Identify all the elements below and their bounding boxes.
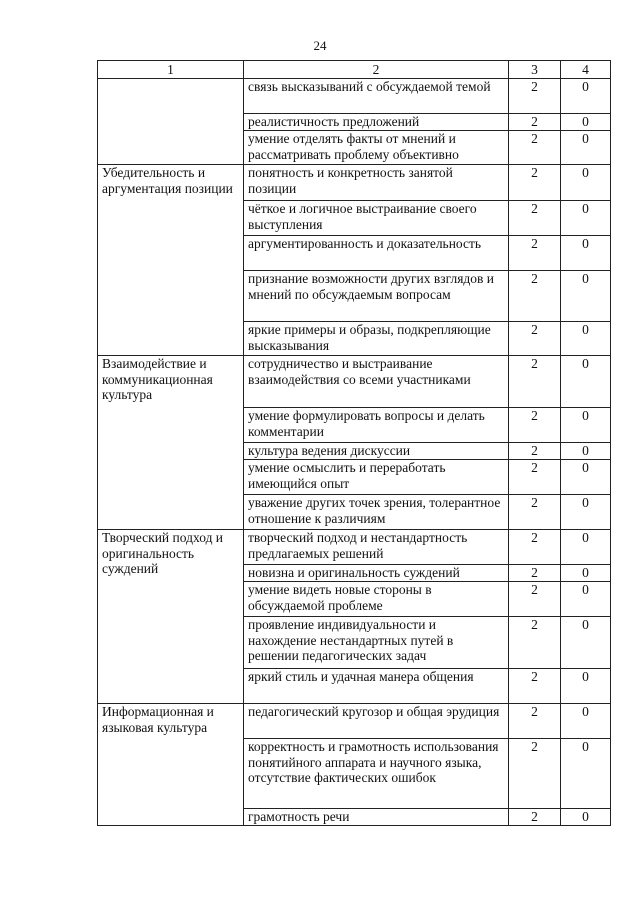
max-score-cell: 2 [509,356,561,408]
max-score-cell: 2 [509,79,561,114]
criterion-text: реалистичность предложений [244,114,509,131]
criteria-table [97,60,611,826]
criterion-text: грамотность речи [244,809,509,826]
max-score-cell: 2 [509,739,561,809]
criterion-text: чёткое и логичное выстраивание своего выступления [244,201,509,236]
max-score-cell: 2 [509,704,561,739]
max-score-cell: 2 [509,530,561,565]
criterion-text: умение видеть новые стороны в обсуждаемой проблеме [244,582,509,617]
criterion-text: сотрудничество и выстраивание взаимодействия со всеми участниками [244,356,509,408]
table-body [98,79,611,826]
min-score-cell: 0 [561,739,611,809]
max-score-cell: 2 [509,271,561,322]
max-score-cell: 2 [509,322,561,356]
criterion-text: корректность и грамотность использования понятийного аппарата и научного языка, отсутствие фактических ошибок [244,739,509,809]
min-score-cell: 0 [561,79,611,114]
min-score-cell: 0 [561,165,611,201]
criterion-text: проявление индивидуальности и нахождение нестандартных путей в решении педагогических задач [244,617,509,669]
criterion-text: яркий стиль и удачная манера общения [244,669,509,704]
criterion-text: новизна и оригинальность суждений [244,565,509,582]
min-score-cell: 0 [561,704,611,739]
min-score-cell: 0 [561,495,611,530]
table-row [98,530,611,565]
max-score-cell: 2 [509,669,561,704]
max-score-cell: 2 [509,114,561,131]
criterion-group: Информационная и языковая культура [98,704,244,826]
criterion-text: яркие примеры и образы, подкрепляющие высказывания [244,322,509,356]
criterion-text: творческий подход и нестандартность предлагаемых решений [244,530,509,565]
max-score-cell: 2 [509,495,561,530]
criterion-text: культура ведения дискуссии [244,443,509,460]
min-score-cell: 0 [561,530,611,565]
criterion-group: Творческий подход и оригинальность суждений [98,530,244,704]
criterion-group [98,79,244,165]
criterion-text: умение формулировать вопросы и делать комментарии [244,408,509,443]
max-score-cell: 2 [509,408,561,443]
min-score-cell: 0 [561,582,611,617]
table-row [98,356,611,408]
criterion-text: признание возможности других взглядов и мнений по обсуждаемым вопросам [244,271,509,322]
criterion-text: связь высказываний с обсуждаемой темой [244,79,509,114]
table-row [98,704,611,739]
table-header-row [98,61,611,79]
max-score-cell: 2 [509,617,561,669]
min-score-cell: 0 [561,131,611,165]
min-score-cell: 0 [561,617,611,669]
min-score-cell: 0 [561,322,611,356]
min-score-cell: 0 [561,460,611,495]
min-score-cell: 0 [561,443,611,460]
criterion-group: Взаимодействие и коммуникационная культура [98,356,244,530]
column-header: 4 [561,61,611,79]
min-score-cell: 0 [561,271,611,322]
max-score-cell: 2 [509,201,561,236]
max-score-cell: 2 [509,165,561,201]
min-score-cell: 0 [561,565,611,582]
table-row [98,165,611,201]
page-number: 24 [313,38,327,53]
table-row [98,79,611,114]
max-score-cell: 2 [509,565,561,582]
max-score-cell: 2 [509,131,561,165]
max-score-cell: 2 [509,236,561,271]
criterion-text: педагогический кругозор и общая эрудиция [244,704,509,739]
column-header: 2 [244,61,509,79]
criterion-text: умение отделять факты от мнений и рассматривать проблему объективно [244,131,509,165]
min-score-cell: 0 [561,114,611,131]
max-score-cell: 2 [509,443,561,460]
min-score-cell: 0 [561,669,611,704]
max-score-cell: 2 [509,582,561,617]
criterion-text: умение осмыслить и переработать имеющийся опыт [244,460,509,495]
min-score-cell: 0 [561,356,611,408]
criterion-text: уважение других точек зрения, толерантное отношение к различиям [244,495,509,530]
max-score-cell: 2 [509,460,561,495]
criterion-text: аргументированность и доказательность [244,236,509,271]
min-score-cell: 0 [561,809,611,826]
column-header: 1 [98,61,244,79]
column-header: 3 [509,61,561,79]
criterion-text: понятность и конкретность занятой позиции [244,165,509,201]
min-score-cell: 0 [561,201,611,236]
min-score-cell: 0 [561,236,611,271]
max-score-cell: 2 [509,809,561,826]
min-score-cell: 0 [561,408,611,443]
criterion-group: Убедительность и аргументация позиции [98,165,244,356]
